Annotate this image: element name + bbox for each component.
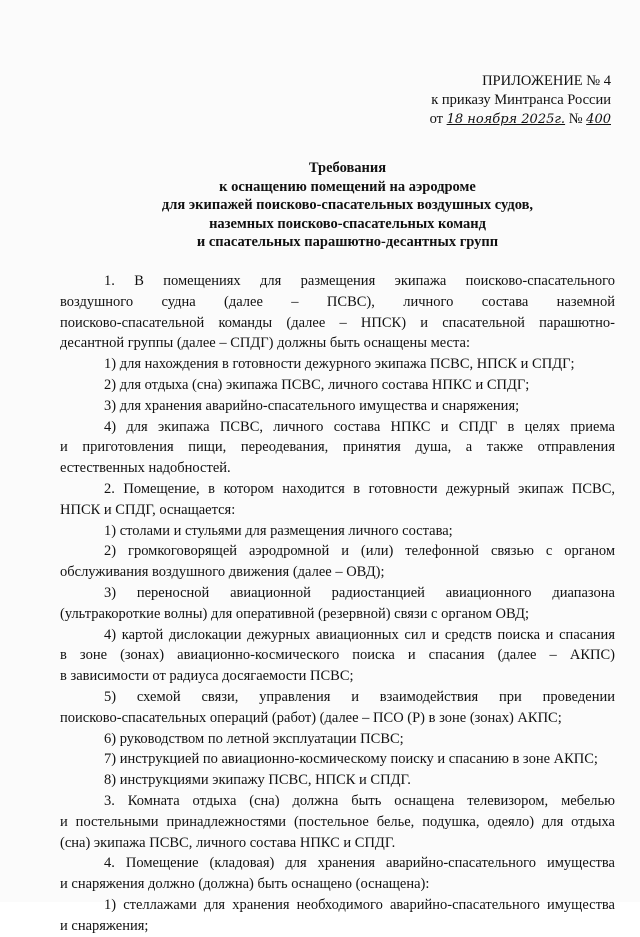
body-line: 3) для хранения аварийно-спасательного имущества и снаряжения;: [104, 397, 520, 414]
appendix-number: ПРИЛОЖЕНИЕ № 4: [482, 73, 611, 89]
handwritten-number: 400: [586, 112, 611, 127]
body-line: поисково-спасательных операций (работ) (далее – ПСО (Р) в зоне (зонах) АКПС;: [60, 709, 562, 726]
body-line: в зависимости от радиуса досягаемости ПСВС;: [60, 668, 354, 685]
body-line: НПСК и СПДГ, оснащается:: [60, 501, 236, 518]
body-line: 5) схемой связи, управления и взаимодействия при проведении: [104, 688, 615, 705]
number-prefix: №: [565, 111, 587, 127]
body-line: 2) для отдыха (сна) экипажа ПСВС, личного состава НПКС и СПДГ;: [104, 376, 530, 393]
body-line: и снаряжения;: [60, 917, 149, 934]
body-line: 7) инструкцией по авиационно-космическому поиску и спасанию в зоне АКПС;: [104, 751, 598, 768]
handwritten-date: 18 ноября 2025г.: [446, 112, 566, 127]
body-line: 4) для экипажа ПСВС, личного состава НПКС и СПДГ в целях приема: [104, 418, 615, 435]
body-line: десантной группы (далее – СПДГ) должны быть оснащены места:: [60, 335, 470, 352]
body-line: обслуживания воздушного движения (далее – ОВД);: [60, 564, 385, 581]
body-line: воздушного судна (далее – ПСВС), личного состава наземной: [60, 293, 615, 310]
body-line: (ультракороткие волны) для оперативной (резервной) связи с органом ОВД;: [60, 605, 530, 622]
body-line: 8) инструкциями экипажу ПСВС, НПСК и СПДГ.: [104, 772, 411, 789]
appendix-header: [430, 72, 611, 129]
body-line: и приготовления пищи, переодевания, принятия душа, а также отправления: [60, 439, 615, 456]
document-body: [60, 271, 615, 937]
body-line: (сна) экипажа ПСВС, личного состава НПКС и СПДГ.: [60, 834, 396, 851]
body-line: 1. В помещениях для размещения экипажа поисково-спасательного: [104, 273, 615, 289]
order-date-line: [430, 110, 611, 129]
body-line: и постельными принадлежностями (постельное белье, подушка, одеяло) для отдыха: [60, 813, 615, 830]
title-line: Требования: [308, 160, 387, 176]
body-line: поисково-спасательной команды (далее – НПСК) и спасательной парашютно-: [60, 314, 615, 331]
body-line: 3) переносной авиационной радиостанцией авиационного диапазона: [104, 584, 615, 601]
body-line: 3. Комната отдыха (сна) должна быть оснащена телевизором, мебелью: [104, 792, 615, 809]
title-line: наземных поисково-спасательных команд: [209, 215, 486, 232]
order-reference: к приказу Минтранса России: [431, 92, 611, 108]
document-title: [60, 159, 635, 252]
body-line: 6) руководством по летной эксплуатации ПСВС;: [104, 730, 404, 747]
body-line: 1) стеллажами для хранения необходимого аварийно-спасательного имущества: [104, 896, 615, 913]
body-line: 1) столами и стульями для размещения личного состава;: [104, 522, 453, 539]
body-line: 1) для нахождения в готовности дежурного экипажа ПСВС, НПСК и СПДГ;: [104, 356, 575, 373]
body-line: и снаряжения должно (должна) быть оснащено (оснащена):: [60, 876, 430, 893]
title-line: к оснащению помещений на аэродроме: [219, 178, 476, 195]
title-line: для экипажей поисково-спасательных воздушных судов,: [161, 197, 534, 213]
body-line: 4. Помещение (кладовая) для хранения аварийно-спасательного имущества: [104, 855, 615, 872]
body-line: в зоне (зонах) авиационно-космического поиска и спасания (далее – АКПС): [60, 647, 615, 664]
body-line: 4) картой дислокации дежурных авиационных сил и средств поиска и спасания: [104, 626, 615, 643]
body-line: 2) громкоговорящей аэродромной и (или) телефонной связью с органом: [104, 543, 615, 560]
title-line: и спасательных парашютно-десантных групп: [196, 234, 499, 250]
body-line: 2. Помещение, в котором находится в готовности дежурный экипаж ПСВС,: [104, 480, 615, 497]
date-prefix: от: [429, 111, 447, 127]
body-line: естественных надобностей.: [60, 460, 231, 477]
